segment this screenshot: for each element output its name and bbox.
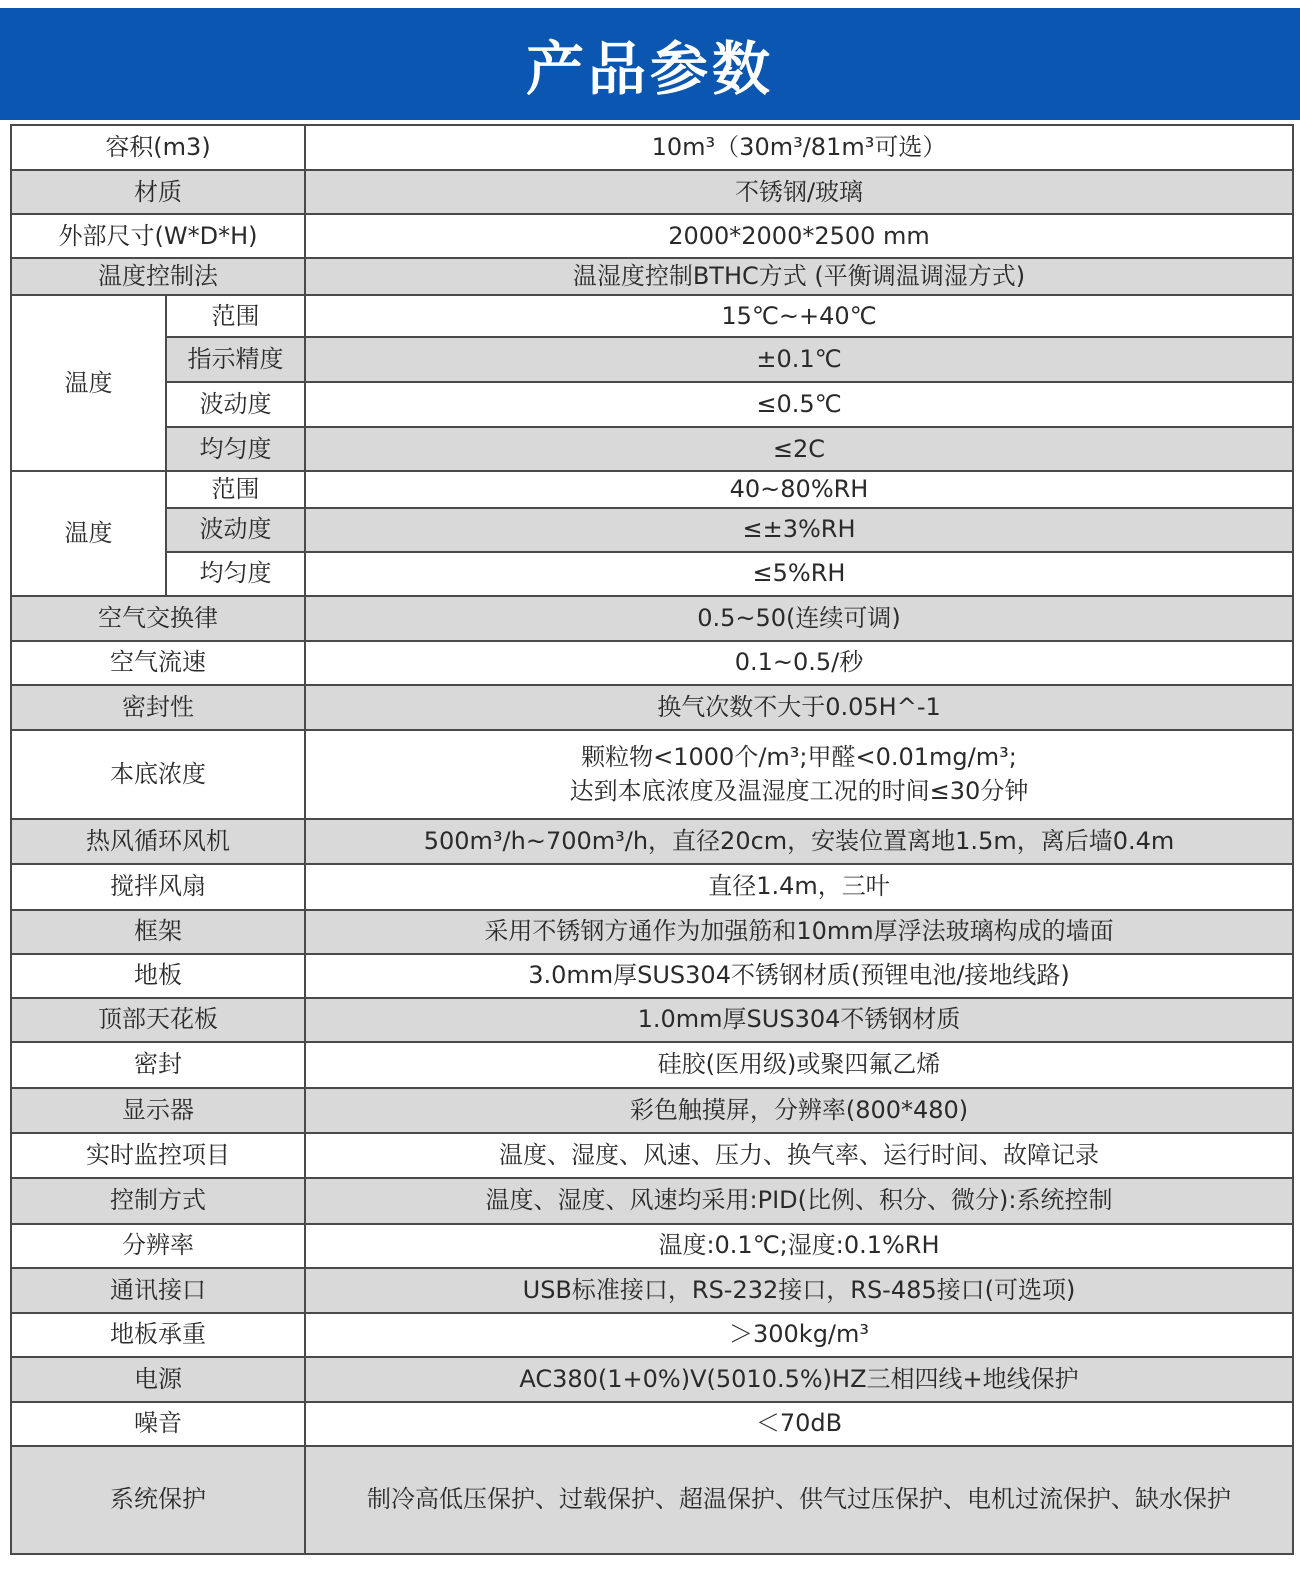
row-value: 制冷高低压保护、过载保护、超温保护、供气过压保护、电机过流保护、缺水保护 bbox=[305, 1446, 1293, 1554]
row-value: ±0.1℃ bbox=[305, 337, 1293, 382]
row-value: 温度、湿度、风速、压力、换气率、运行时间、故障记录 bbox=[305, 1133, 1293, 1178]
row-sublabel: 范围 bbox=[166, 295, 305, 337]
table-row bbox=[11, 1224, 1293, 1268]
row-label: 控制方式 bbox=[11, 1178, 305, 1224]
row-value: 40~80%RH bbox=[305, 471, 1293, 508]
row-value: 换气次数不大于0.05H^-1 bbox=[305, 685, 1293, 730]
table-row bbox=[11, 427, 1293, 471]
row-value: 彩色触摸屏，分辨率(800*480) bbox=[305, 1088, 1293, 1133]
row-label: 搅拌风扇 bbox=[11, 864, 305, 910]
table-row bbox=[11, 998, 1293, 1042]
page-title: 产品参数 bbox=[525, 35, 774, 103]
row-label: 材质 bbox=[11, 170, 305, 214]
table-row bbox=[11, 1133, 1293, 1178]
row-label: 热风循环风机 bbox=[11, 819, 305, 864]
table-row bbox=[11, 1268, 1293, 1313]
row-label: 地板 bbox=[11, 954, 305, 998]
row-sublabel: 指示精度 bbox=[166, 337, 305, 382]
row-value: ≤0.5℃ bbox=[305, 382, 1293, 427]
row-value: 温度:0.1℃;湿度:0.1%RH bbox=[305, 1224, 1293, 1268]
row-label: 系统保护 bbox=[11, 1446, 305, 1554]
row-value-line: 达到本底浓度及温湿度工况的时间≤30分钟 bbox=[569, 777, 1029, 806]
table-row bbox=[11, 471, 1293, 508]
hum-group-label: 温度 bbox=[11, 471, 166, 596]
row-value: 0.5~50(连续可调) bbox=[305, 596, 1293, 641]
row-value: 温度、湿度、风速均采用:PID(比例、积分、微分):系统控制 bbox=[305, 1178, 1293, 1224]
table-row bbox=[11, 170, 1293, 214]
header bbox=[0, 0, 1300, 121]
table-row bbox=[11, 954, 1293, 998]
header-bar bbox=[0, 8, 1300, 120]
row-label: 温度控制法 bbox=[11, 258, 305, 295]
row-value: 10m³（30m³/81m³可选） bbox=[305, 125, 1293, 170]
row-value: 1.0mm厚SUS304不锈钢材质 bbox=[305, 998, 1293, 1042]
table-row bbox=[11, 685, 1293, 730]
table-row bbox=[11, 214, 1293, 258]
row-value: 直径1.4m，三叶 bbox=[305, 864, 1293, 910]
row-value: ＜70dB bbox=[305, 1402, 1293, 1446]
row-value: 不锈钢/玻璃 bbox=[305, 170, 1293, 214]
row-value bbox=[305, 730, 1293, 819]
row-value: ≤5%RH bbox=[305, 552, 1293, 596]
row-sublabel: 范围 bbox=[166, 471, 305, 508]
table-row bbox=[11, 1178, 1293, 1224]
table-row bbox=[11, 910, 1293, 954]
table-row bbox=[11, 258, 1293, 295]
row-value: 0.1~0.5/秒 bbox=[305, 641, 1293, 685]
row-label: 空气交换律 bbox=[11, 596, 305, 641]
row-label: 通讯接口 bbox=[11, 1268, 305, 1313]
table-row bbox=[11, 508, 1293, 552]
row-label: 地板承重 bbox=[11, 1313, 305, 1357]
row-label: 实时监控项目 bbox=[11, 1133, 305, 1178]
row-label: 外部尺寸(W*D*H) bbox=[11, 214, 305, 258]
table-row bbox=[11, 1313, 1293, 1357]
row-sublabel: 均匀度 bbox=[166, 427, 305, 471]
row-value: 采用不锈钢方通作为加强筋和10mm厚浮法玻璃构成的墙面 bbox=[305, 910, 1293, 954]
row-label: 显示器 bbox=[11, 1088, 305, 1133]
row-label: 分辨率 bbox=[11, 1224, 305, 1268]
row-value: ≤±3%RH bbox=[305, 508, 1293, 552]
table-row bbox=[11, 1042, 1293, 1088]
table-row bbox=[11, 1357, 1293, 1402]
row-label: 密封性 bbox=[11, 685, 305, 730]
spec-table bbox=[10, 124, 1294, 1555]
row-value-line: 颗粒物<1000个/m³;甲醛<0.01mg/m³; bbox=[581, 742, 1017, 771]
row-label: 框架 bbox=[11, 910, 305, 954]
table-row bbox=[11, 596, 1293, 641]
temp-group-label: 温度 bbox=[11, 295, 166, 471]
table-row bbox=[11, 552, 1293, 596]
row-value: ＞300kg/m³ bbox=[305, 1313, 1293, 1357]
row-value: ≤2C bbox=[305, 427, 1293, 471]
row-sublabel: 均匀度 bbox=[166, 552, 305, 596]
row-value: 3.0mm厚SUS304不锈钢材质(预锂电池/接地线路) bbox=[305, 954, 1293, 998]
table-row bbox=[11, 1402, 1293, 1446]
table-row bbox=[11, 1088, 1293, 1133]
row-value: AC380(1+0%)V(5010.5%)HZ三相四线+地线保护 bbox=[305, 1357, 1293, 1402]
table-row bbox=[11, 382, 1293, 427]
row-sublabel: 波动度 bbox=[166, 508, 305, 552]
table-row bbox=[11, 337, 1293, 382]
table-row bbox=[11, 819, 1293, 864]
table-row bbox=[11, 1446, 1293, 1554]
row-value: 15℃~+40℃ bbox=[305, 295, 1293, 337]
row-value: 温湿度控制BTHC方式 (平衡调温调湿方式) bbox=[305, 258, 1293, 295]
row-value: 硅胶(医用级)或聚四氟乙烯 bbox=[305, 1042, 1293, 1088]
row-value: 2000*2000*2500 mm bbox=[305, 214, 1293, 258]
row-value: 500m³/h~700m³/h，直径20cm，安装位置离地1.5m，离后墙0.4m bbox=[305, 819, 1293, 864]
row-sublabel: 波动度 bbox=[166, 382, 305, 427]
table-row bbox=[11, 125, 1293, 170]
row-label: 空气流速 bbox=[11, 641, 305, 685]
row-label: 噪音 bbox=[11, 1402, 305, 1446]
row-label: 电源 bbox=[11, 1357, 305, 1402]
table-row bbox=[11, 641, 1293, 685]
table-row bbox=[11, 295, 1293, 337]
table-row bbox=[11, 730, 1293, 819]
row-label: 顶部天花板 bbox=[11, 998, 305, 1042]
row-value: USB标准接口，RS-232接口，RS-485接口(可选项) bbox=[305, 1268, 1293, 1313]
table-row bbox=[11, 864, 1293, 910]
row-label: 本底浓度 bbox=[11, 730, 305, 819]
row-label: 容积(m3) bbox=[11, 125, 305, 170]
row-label: 密封 bbox=[11, 1042, 305, 1088]
